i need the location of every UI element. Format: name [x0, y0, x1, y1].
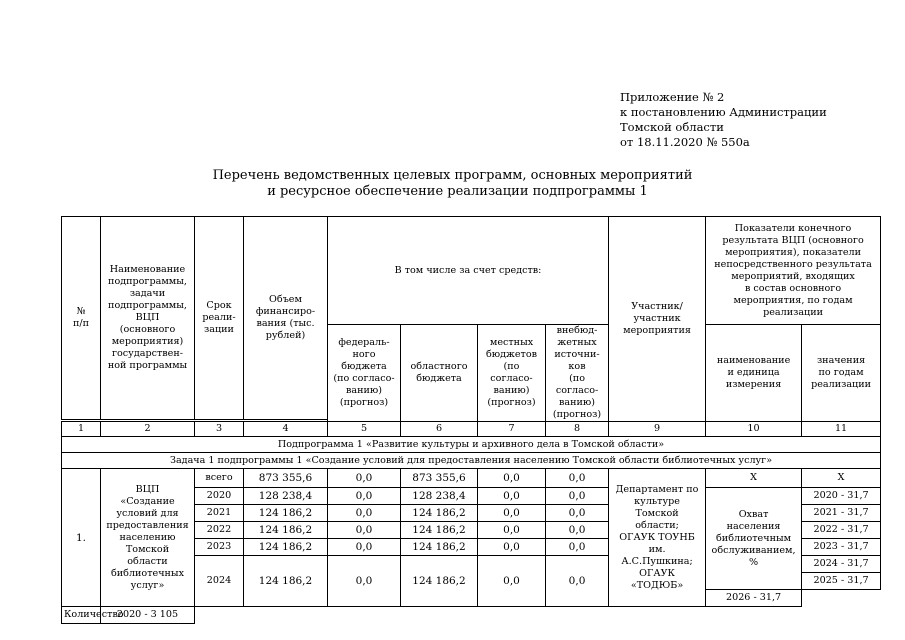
period-cell: 2021 — [195, 505, 244, 522]
local-cell: 0,0 — [478, 539, 546, 556]
header-local: местных бюджетов (по согласо- ванию) (прогноз) — [478, 325, 546, 422]
local-cell: 0,0 — [478, 522, 546, 539]
column-number: 7 — [478, 422, 546, 437]
indicator-value: 2022 - 31,7 — [802, 522, 881, 539]
annex-block — [620, 90, 827, 150]
period-cell: 2020 — [195, 488, 244, 505]
column-number: 5 — [328, 422, 401, 437]
indicator-name: Охват населения библиотечным обслуживанием, % — [706, 488, 802, 590]
total-cell: 873 355,6 — [244, 469, 328, 488]
title-line: и ресурсное обеспечение реализации подпрограммы 1 — [267, 184, 648, 199]
count-name: Количество — [62, 607, 101, 624]
local-cell: 0,0 — [478, 488, 546, 505]
header-period: Срок реали- зации — [195, 217, 244, 420]
vcp-number: 1. — [62, 469, 101, 607]
period-cell: 2022 — [195, 522, 244, 539]
total-cell: 124 186,2 — [244, 539, 328, 556]
federal-cell: 0,0 — [328, 488, 401, 505]
federal-cell: 0,0 — [328, 556, 401, 607]
header-total: Объем финансиро- вания (тыс. рублей) — [244, 217, 328, 420]
column-number: 3 — [195, 422, 244, 437]
header-indicators: Показатели конечного результата ВЦП (основного мероприятия), показатели непосредственного результата мероприятий, входящих в состав основного мероприятия, по годам реализации — [706, 217, 881, 325]
vcp-name: ВЦП «Создание условий для предоставления населению Томской области библиотечных услуг» — [101, 469, 195, 607]
column-number: 6 — [401, 422, 478, 437]
programs-table — [61, 216, 881, 624]
extra-cell: 0,0 — [546, 469, 609, 488]
extra-cell: 0,0 — [546, 556, 609, 607]
header-sources-group: В том числе за счет средств: — [328, 217, 609, 325]
header-extra: внебюд- жетных источни- ков (по согласо- ванию) (прогноз) — [546, 325, 609, 422]
indicator-value: 2024 - 31,7 — [802, 556, 881, 573]
total-cell: 124 186,2 — [244, 556, 328, 607]
indicator-x-name: Х — [706, 469, 802, 488]
header-participant: Участник/ участник мероприятия — [609, 217, 706, 422]
indicator-value: 2021 - 31,7 — [802, 505, 881, 522]
extra-cell: 0,0 — [546, 522, 609, 539]
header-federal: федераль- ного бюджета (по согласо- ванию) (прогноз) — [328, 325, 401, 422]
indicator-value: 2025 - 31,7 — [802, 573, 881, 590]
local-cell: 0,0 — [478, 556, 546, 607]
extra-cell: 0,0 — [546, 505, 609, 522]
document-title — [0, 168, 905, 200]
regional-cell: 124 186,2 — [401, 556, 478, 607]
federal-cell: 0,0 — [328, 539, 401, 556]
regional-cell: 873 355,6 — [401, 469, 478, 488]
table-row — [62, 469, 881, 488]
indicator-value: 2023 - 31,7 — [802, 539, 881, 556]
extra-cell: 0,0 — [546, 488, 609, 505]
title-line: Перечень ведомственных целевых программ, основных мероприятий — [212, 168, 693, 183]
subprogram-row: Подпрограмма 1 «Развитие культуры и архивного дела в Томской области» — [62, 437, 881, 453]
annex-line: к постановлению Администрации — [620, 105, 827, 119]
total-cell: 124 186,2 — [244, 505, 328, 522]
total-cell: 124 186,2 — [244, 522, 328, 539]
annex-line: от 18.11.2020 № 550а — [620, 135, 750, 149]
header-number: № п/п — [62, 217, 101, 420]
total-cell: 128 238,4 — [244, 488, 328, 505]
header-indicator-values: значения по годам реализации — [802, 325, 881, 422]
table-row — [62, 607, 881, 624]
regional-cell: 124 186,2 — [401, 522, 478, 539]
regional-cell: 128 238,4 — [401, 488, 478, 505]
local-cell: 0,0 — [478, 469, 546, 488]
period-cell: 2024 — [195, 556, 244, 607]
column-number: 10 — [706, 422, 802, 437]
annex-line: Томской области — [620, 120, 724, 134]
period-cell: всего — [195, 469, 244, 488]
column-number: 8 — [546, 422, 609, 437]
column-number: 11 — [802, 422, 881, 437]
column-number: 9 — [609, 422, 706, 437]
indicator-value: 2026 - 31,7 — [706, 590, 802, 607]
vcp-participant: Департамент по культуре Томской области; ОГАУК ТОУНБ им. А.С.Пушкина; ОГАУК «ТОДЮБ» — [609, 469, 706, 607]
indicator-x-value: Х — [802, 469, 881, 488]
column-number: 2 — [101, 422, 195, 437]
extra-cell: 0,0 — [546, 539, 609, 556]
task-row: Задача 1 подпрограммы 1 «Создание условий для предоставления населению Томской области библиотечных услуг» — [62, 453, 881, 469]
column-number: 1 — [62, 422, 101, 437]
count-value: 2020 - 3 105 — [101, 607, 195, 624]
header-indicator-name: наименование и единица измерения — [706, 325, 802, 422]
column-number: 4 — [244, 422, 328, 437]
regional-cell: 124 186,2 — [401, 539, 478, 556]
column-numbers-row — [62, 422, 881, 437]
header-regional: областного бюджета — [401, 325, 478, 422]
federal-cell: 0,0 — [328, 522, 401, 539]
regional-cell: 124 186,2 — [401, 505, 478, 522]
federal-cell: 0,0 — [328, 505, 401, 522]
header-name: Наименование подпрограммы, задачи подпрограммы, ВЦП (основного мероприятия) государствен- ной программы — [101, 217, 195, 420]
federal-cell: 0,0 — [328, 469, 401, 488]
period-cell: 2023 — [195, 539, 244, 556]
annex-line: Приложение № 2 — [620, 90, 725, 104]
local-cell: 0,0 — [478, 505, 546, 522]
indicator-value: 2020 - 31,7 — [802, 488, 881, 505]
